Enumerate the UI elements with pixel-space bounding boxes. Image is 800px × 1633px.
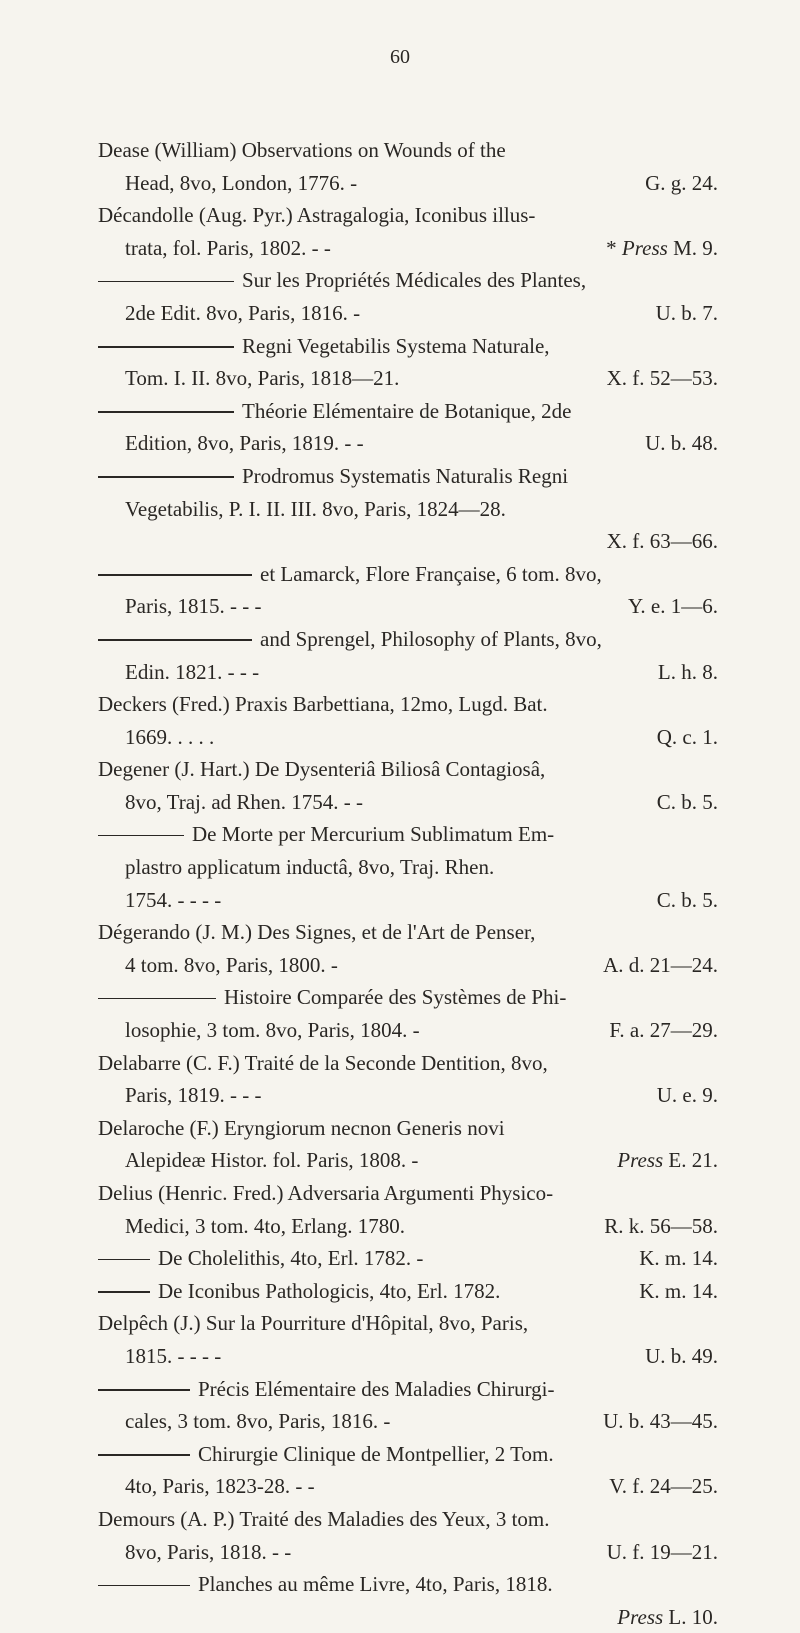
- catalogue-line: [98, 786, 718, 819]
- entry-text: Delabarre (C. F.) Traité de la Seconde Dentition, 8vo,: [98, 1050, 548, 1075]
- catalogue-line: [98, 395, 718, 428]
- shelf-mark: A. d. 21—24.: [603, 952, 718, 977]
- catalogue-line: [98, 493, 718, 526]
- shelf-mark: K. m. 14.: [639, 1246, 718, 1271]
- shelf-mark: U. b. 43—45.: [603, 1409, 718, 1434]
- shelf-mark: U. f. 19—21.: [606, 1539, 718, 1564]
- ditto-rule: [98, 1291, 150, 1293]
- shelf-mark: Press L. 10.: [617, 1604, 718, 1629]
- shelf-mark: Y. e. 1—6.: [627, 594, 718, 619]
- catalogue-line: [98, 818, 718, 851]
- catalogue-line: [98, 753, 718, 786]
- catalogue-line: [98, 134, 718, 167]
- ditto-rule: [98, 639, 252, 641]
- entry-text: plastro applicatum inductâ, 8vo, Traj. Rhen.: [125, 855, 495, 880]
- shelf-mark: X. f. 52—53.: [606, 366, 718, 391]
- ditto-rule: [98, 1389, 190, 1391]
- shelf-mark: U. b. 49.: [645, 1343, 718, 1368]
- entry-text: Paris, 1819. - - -: [125, 1083, 262, 1108]
- ditto-rule: [98, 411, 234, 413]
- entry-text: 1815. - - - -: [125, 1343, 222, 1368]
- shelf-mark: X. f. 63—66.: [606, 529, 718, 554]
- catalogue-line: [98, 981, 718, 1014]
- catalogue-line: [98, 1373, 718, 1406]
- catalogue-line: [98, 1177, 718, 1210]
- catalogue-line: [98, 1047, 718, 1080]
- catalogue-line: [98, 1210, 718, 1243]
- entry-text: Prodromus Systematis Naturalis Regni: [242, 463, 569, 488]
- ditto-rule: [98, 476, 234, 478]
- entry-text: et Lamarck, Flore Française, 6 tom. 8vo,: [260, 561, 602, 586]
- entry-text: 2de Edit. 8vo, Paris, 1816. -: [125, 300, 361, 325]
- entry-text: Delaroche (F.) Eryngiorum necnon Generis novi: [98, 1115, 505, 1140]
- catalogue-line: [98, 688, 718, 721]
- entry-text: Paris, 1815. - - -: [125, 594, 262, 619]
- entry-text: 8vo, Paris, 1818. - -: [125, 1539, 292, 1564]
- entry-text: 8vo, Traj. ad Rhen. 1754. - -: [125, 789, 363, 814]
- shelf-mark: U. e. 9.: [656, 1083, 718, 1108]
- entry-text: 1669. . . . .: [125, 724, 215, 749]
- catalogue-line: [98, 1601, 718, 1633]
- shelf-mark: C. b. 5.: [656, 887, 718, 912]
- catalogue-line: [98, 949, 718, 982]
- entry-text: Dégerando (J. M.) Des Signes, et de l'Art de Penser,: [98, 920, 536, 945]
- entry-text: trata, fol. Paris, 1802. - -: [125, 235, 331, 260]
- catalogue-line: [98, 330, 718, 363]
- entry-text: Delius (Henric. Fred.) Adversaria Argumenti Physico-: [98, 1181, 554, 1205]
- catalogue-line: [98, 297, 718, 330]
- catalogue-line: [98, 460, 718, 493]
- entry-text: Head, 8vo, London, 1776. -: [125, 170, 358, 195]
- catalogue-line: [98, 1112, 718, 1145]
- shelf-mark: L. h. 8.: [657, 659, 718, 684]
- catalogue-line: [98, 1014, 718, 1047]
- entry-text: 4 tom. 8vo, Paris, 1800. -: [125, 952, 338, 977]
- entry-text: Degener (J. Hart.) De Dysenteriâ Biliosâ Contagiosâ,: [98, 757, 546, 782]
- entry-text: cales, 3 tom. 8vo, Paris, 1816. -: [125, 1409, 391, 1434]
- shelf-mark: K. m. 14.: [639, 1278, 718, 1303]
- catalogue-line: [98, 1242, 718, 1275]
- entry-text: Sur les Propriétés Médicales des Plantes,: [242, 268, 587, 293]
- entry-text: Edin. 1821. - - -: [125, 659, 260, 684]
- catalogue-line: [98, 916, 718, 949]
- ditto-rule: [98, 346, 234, 348]
- shelf-mark: C. b. 5.: [656, 789, 718, 814]
- catalogue-line: [98, 167, 718, 200]
- shelf-mark: * Press M. 9.: [606, 235, 718, 260]
- catalogue-line: [98, 427, 718, 460]
- catalogue-line: [98, 232, 718, 265]
- catalogue-line: [98, 199, 718, 232]
- entry-text: Alepideæ Histor. fol. Paris, 1808. -: [125, 1148, 419, 1173]
- shelf-mark: U. b. 48.: [645, 431, 718, 456]
- entry-text: Précis Elémentaire des Maladies Chirurgi-: [198, 1376, 555, 1401]
- catalogue-line: [98, 1079, 718, 1112]
- entry-text: Histoire Comparée des Systèmes de Phi-: [224, 985, 567, 1010]
- entry-text: Théorie Elémentaire de Botanique, 2de: [242, 398, 572, 423]
- catalogue-line: [98, 1405, 718, 1438]
- catalogue-line: [98, 623, 718, 656]
- shelf-mark: F. a. 27—29.: [609, 1018, 718, 1043]
- entry-text: Décandolle (Aug. Pyr.) Astragalogia, Iconibus illus-: [98, 203, 536, 228]
- shelf-mark: U. b. 7.: [655, 300, 718, 325]
- entry-text: Medici, 3 tom. 4to, Erlang. 1780.: [125, 1213, 405, 1238]
- entry-text: Regni Vegetabilis Systema Naturale,: [242, 333, 550, 358]
- entry-text: 4to, Paris, 1823-28. - -: [125, 1474, 315, 1499]
- entry-text: Chirurgie Clinique de Montpellier, 2 Tom.: [198, 1441, 554, 1466]
- press-word: Press: [617, 1148, 664, 1173]
- catalogue-line: [98, 884, 718, 917]
- catalogue-line: [98, 721, 718, 754]
- entry-text: 1754. - - - -: [125, 887, 222, 912]
- entry-text: Deckers (Fred.) Praxis Barbettiana, 12mo, Lugd. Bat.: [98, 692, 548, 717]
- catalogue-line: [98, 1340, 718, 1373]
- ditto-rule: [98, 1259, 150, 1261]
- entry-text: Delpêch (J.) Sur la Pourriture d'Hôpital, 8vo, Paris,: [98, 1311, 529, 1336]
- entry-text: Demours (A. P.) Traité des Maladies des Yeux, 3 tom.: [98, 1506, 550, 1531]
- entry-text: De Morte per Mercurium Sublimatum Em-: [192, 822, 555, 847]
- catalogue-line: [98, 362, 718, 395]
- shelf-mark: Q. c. 1.: [656, 724, 718, 749]
- catalogue-line: [98, 1536, 718, 1569]
- catalogue-line: [98, 1275, 718, 1308]
- entry-text: Edition, 8vo, Paris, 1819. - -: [125, 431, 364, 456]
- shelf-mark: G. g. 24.: [645, 170, 718, 195]
- catalogue-line: [98, 851, 718, 884]
- catalogue-line: [98, 525, 718, 558]
- ditto-rule: [98, 281, 234, 283]
- press-word: Press: [621, 235, 668, 260]
- shelf-mark: Press E. 21.: [617, 1148, 718, 1173]
- entry-text: Dease (William) Observations on Wounds of the: [98, 138, 506, 162]
- entry-text: Vegetabilis, P. I. II. III. 8vo, Paris, 1824—28.: [125, 496, 506, 521]
- catalogue-line: [98, 1470, 718, 1503]
- shelf-mark: V. f. 24—25.: [609, 1474, 718, 1499]
- catalogue-line: [98, 1307, 718, 1340]
- catalogue-line: [98, 1503, 718, 1536]
- catalogue-line: [98, 1438, 718, 1471]
- catalogue-entries: [98, 134, 718, 1633]
- ditto-rule: [98, 998, 216, 1000]
- ditto-rule: [98, 574, 252, 576]
- ditto-rule: [98, 1585, 190, 1587]
- entry-text: De Iconibus Pathologicis, 4to, Erl. 1782.: [158, 1278, 501, 1303]
- entry-text: Tom. I. II. 8vo, Paris, 1818—21.: [125, 366, 400, 391]
- page-number: 60: [390, 46, 410, 68]
- shelf-mark: R. k. 56—58.: [604, 1213, 718, 1238]
- entry-text: Planches au même Livre, 4to, Paris, 1818.: [198, 1572, 553, 1597]
- press-word: Press: [617, 1604, 664, 1629]
- catalogue-line: [98, 656, 718, 689]
- ditto-rule: [98, 1454, 190, 1456]
- catalogue-line: [98, 1144, 718, 1177]
- entry-text: losophie, 3 tom. 8vo, Paris, 1804. -: [125, 1018, 420, 1043]
- catalogue-line: [98, 1568, 718, 1601]
- catalogue-line: [98, 264, 718, 297]
- entry-text: and Sprengel, Philosophy of Plants, 8vo,: [260, 626, 602, 651]
- entry-text: De Cholelithis, 4to, Erl. 1782. -: [158, 1246, 424, 1271]
- ditto-rule: [98, 835, 184, 837]
- catalogue-line: [98, 590, 718, 623]
- catalogue-line: [98, 558, 718, 591]
